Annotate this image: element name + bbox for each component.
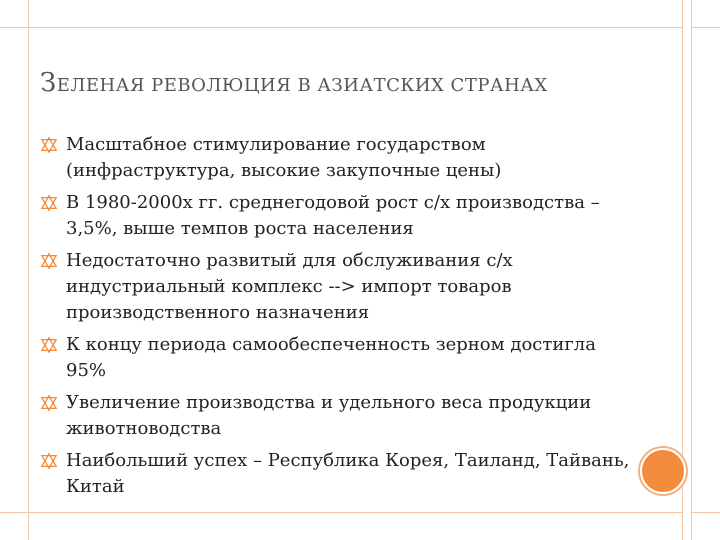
title-prefix: З: [40, 68, 57, 98]
bullet-list: [40, 132, 640, 506]
bullet-text: Увеличение производства и удельного веса продукции животноводства: [66, 392, 592, 439]
title-area: [40, 70, 660, 130]
bullet-text: К концу периода самообеспеченность зерном достигла 95%: [66, 334, 596, 381]
bullet-item: [40, 132, 640, 184]
star-of-david-icon: [40, 252, 58, 270]
slide-border-bottom: [0, 512, 720, 540]
slide-border-top: [0, 0, 720, 28]
slide-border-right: [682, 0, 692, 540]
slide-border-left: [28, 0, 29, 540]
star-of-david-icon: [40, 136, 58, 154]
star-of-david-icon: [40, 394, 58, 412]
bullet-text: Масштабное стимулирование государством (инфраструктура, высокие закупочные цены): [66, 134, 502, 181]
star-of-david-icon: [40, 452, 58, 470]
bullet-text: В 1980-2000х гг. среднегодовой рост с/х производства – 3,5%, выше темпов роста населения: [66, 192, 600, 239]
bullet-item: [40, 448, 640, 500]
bullet-item: [40, 390, 640, 442]
title-rest: ЕЛЕНАЯ РЕВОЛЮЦИЯ В АЗИАТСКИХ СТРАНАХ: [56, 75, 548, 96]
orange-circle-icon: [640, 448, 686, 494]
bullet-item: [40, 248, 640, 326]
page-title: [40, 70, 660, 96]
bullet-text: Наибольший успех – Республика Корея, Таиланд, Тайвань, Китай: [66, 450, 630, 497]
bullet-item: [40, 190, 640, 242]
bullet-text: Недостаточно развитый для обслуживания с/х индустриальный комплекс --> импорт товаров производственного назначения: [66, 250, 513, 323]
star-of-david-icon: [40, 336, 58, 354]
star-of-david-icon: [40, 194, 58, 212]
bullet-item: [40, 332, 640, 384]
